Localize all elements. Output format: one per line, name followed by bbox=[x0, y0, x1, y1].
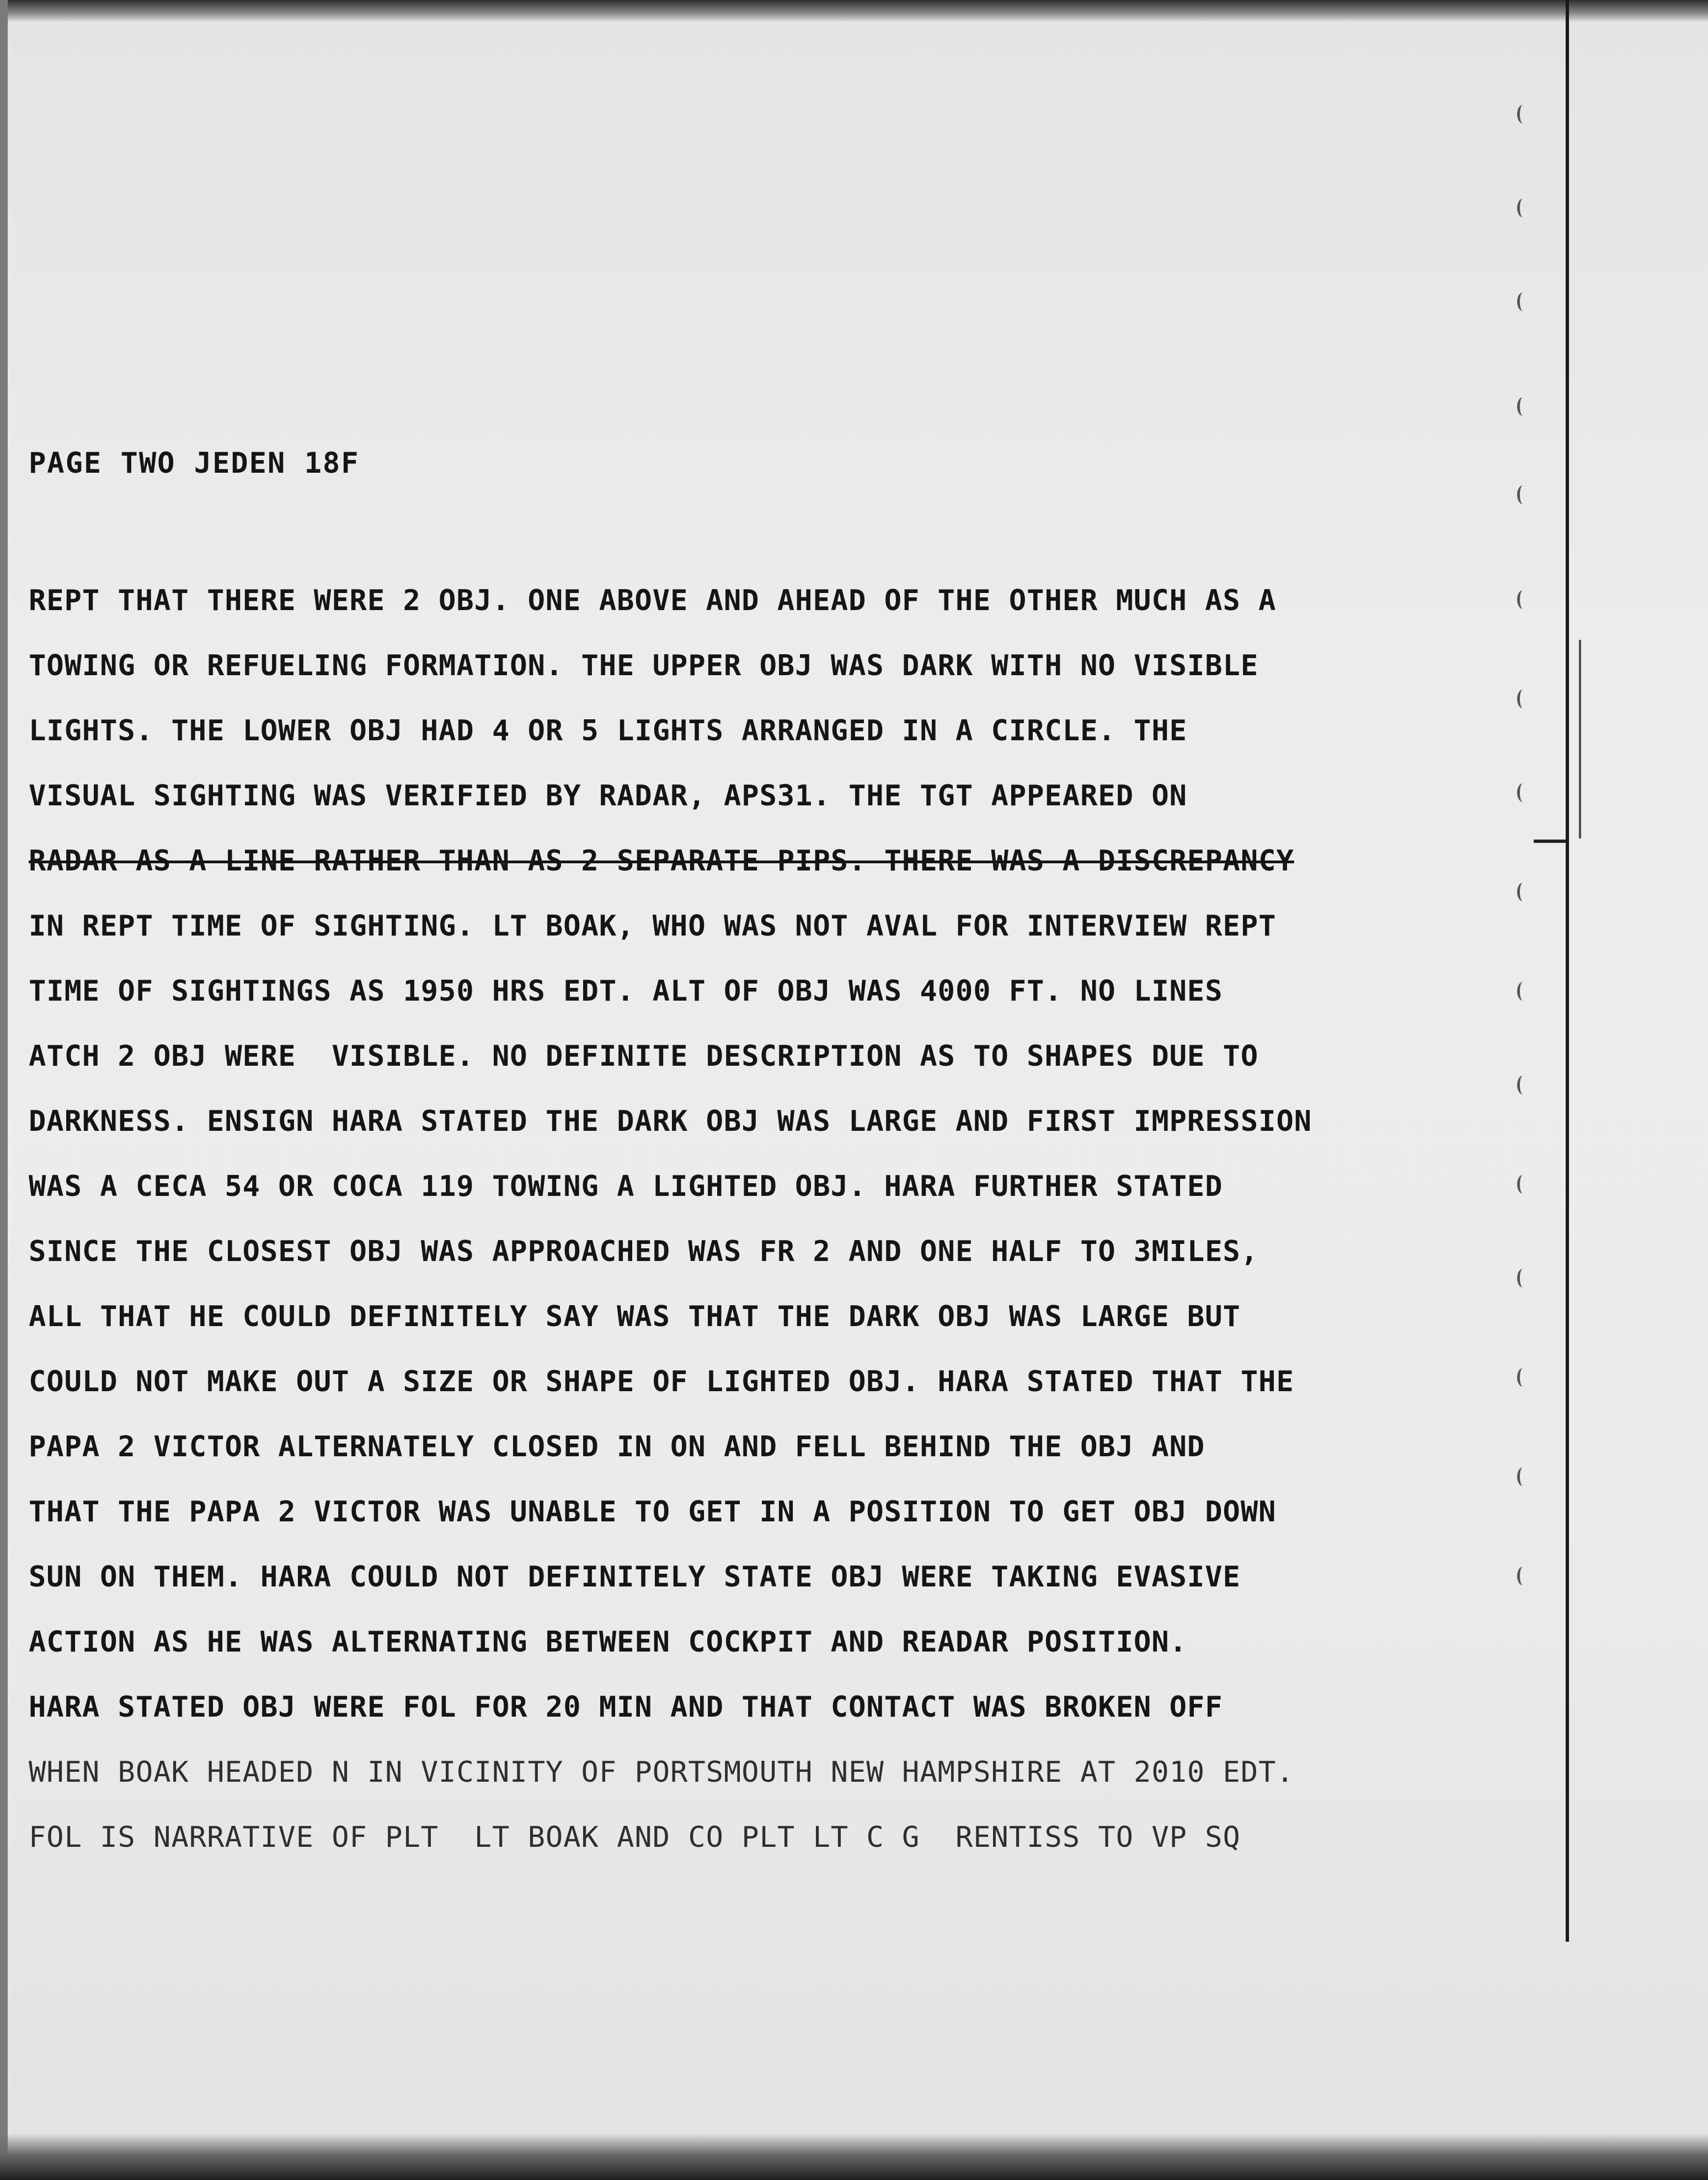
punch-mark bbox=[1517, 982, 1529, 1001]
message-line: DARKNESS. ENSIGN HARA STATED THE DARK OBJ WAS LARGE AND FIRST IMPRESSION bbox=[29, 1105, 1312, 1138]
message-line: TOWING OR REFUELING FORMATION. THE UPPER OBJ WAS DARK WITH NO VISIBLE bbox=[29, 649, 1259, 682]
punch-mark bbox=[1517, 199, 1529, 217]
message-line: TIME OF SIGHTINGS AS 1950 HRS EDT. ALT OF OBJ WAS 4000 FT. NO LINES bbox=[29, 975, 1223, 1008]
message-line: REPT THAT THERE WERE 2 OBJ. ONE ABOVE AND AHEAD OF THE OTHER MUCH AS A bbox=[29, 584, 1277, 617]
punch-mark bbox=[1517, 292, 1529, 311]
message-line: ATCH 2 OBJ WERE VISIBLE. NO DEFINITE DESCRIPTION AS TO SHAPES DUE TO bbox=[29, 1040, 1259, 1073]
punch-mark bbox=[1517, 1076, 1529, 1094]
punch-mark bbox=[1517, 105, 1529, 124]
message-line-struck: RADAR AS A LINE RATHER THAN AS 2 SEPARATE PIPS. THERE WAS A DISCREPANCY bbox=[29, 845, 1294, 878]
punch-mark bbox=[1517, 883, 1529, 901]
message-line: HARA STATED OBJ WERE FOL FOR 20 MIN AND THAT CONTACT WAS BROKEN OFF bbox=[29, 1691, 1223, 1724]
punch-mark bbox=[1517, 1269, 1529, 1287]
message-line: SUN ON THEM. HARA COULD NOT DEFINITELY STATE OBJ WERE TAKING EVASIVE bbox=[29, 1561, 1241, 1594]
punch-mark bbox=[1517, 783, 1529, 802]
punch-mark bbox=[1517, 1368, 1529, 1387]
punch-mark bbox=[1517, 1467, 1529, 1486]
punch-mark bbox=[1517, 590, 1529, 609]
message-line: WAS A CECA 54 OR COCA 119 TOWING A LIGHTED OBJ. HARA FURTHER STATED bbox=[29, 1170, 1223, 1203]
message-line: VISUAL SIGHTING WAS VERIFIED BY RADAR, APS31. THE TGT APPEARED ON bbox=[29, 779, 1187, 813]
message-line: THAT THE PAPA 2 VICTOR WAS UNABLE TO GET IN A POSITION TO GET OBJ DOWN bbox=[29, 1495, 1277, 1529]
message-line: FOL IS NARRATIVE OF PLT LT BOAK AND CO PLT LT C G RENTISS TO VP SQ bbox=[29, 1821, 1241, 1854]
message-line: PAPA 2 VICTOR ALTERNATELY CLOSED IN ON AND FELL BEHIND THE OBJ AND bbox=[29, 1430, 1205, 1463]
message-line: COULD NOT MAKE OUT A SIZE OR SHAPE OF LIGHTED OBJ. HARA STATED THAT THE bbox=[29, 1365, 1294, 1398]
punch-mark bbox=[1517, 485, 1529, 504]
page-fold-shadow bbox=[1579, 640, 1581, 838]
message-line: ACTION AS HE WAS ALTERNATING BETWEEN COCKPIT AND READAR POSITION. bbox=[29, 1626, 1187, 1659]
punch-mark bbox=[1517, 1175, 1529, 1194]
scan-left-border bbox=[0, 0, 8, 2180]
page-header: PAGE TWO JEDEN 18F bbox=[29, 447, 360, 480]
punch-mark bbox=[1517, 690, 1529, 708]
page-fold-line bbox=[1566, 0, 1569, 1942]
message-line: SINCE THE CLOSEST OBJ WAS APPROACHED WAS FR 2 AND ONE HALF TO 3MILES, bbox=[29, 1235, 1259, 1268]
bleed-through-text bbox=[772, 66, 1284, 94]
message-line: IN REPT TIME OF SIGHTING. LT BOAK, WHO WAS NOT AVAL FOR INTERVIEW REPT bbox=[29, 910, 1277, 943]
margin-punch-marks bbox=[1512, 0, 1556, 1655]
message-line: LIGHTS. THE LOWER OBJ HAD 4 OR 5 LIGHTS ARRANGED IN A CIRCLE. THE bbox=[29, 714, 1187, 747]
punch-mark bbox=[1517, 397, 1529, 416]
scan-bottom-border bbox=[0, 2134, 1708, 2180]
message-line: ALL THAT HE COULD DEFINITELY SAY WAS THAT THE DARK OBJ WAS LARGE BUT bbox=[29, 1300, 1241, 1333]
teletype-message bbox=[29, 441, 1518, 1870]
punch-mark bbox=[1517, 1567, 1529, 1585]
scan-top-border bbox=[0, 0, 1708, 22]
message-line: WHEN BOAK HEADED N IN VICINITY OF PORTSMOUTH NEW HAMPSHIRE AT 2010 EDT. bbox=[29, 1756, 1294, 1789]
